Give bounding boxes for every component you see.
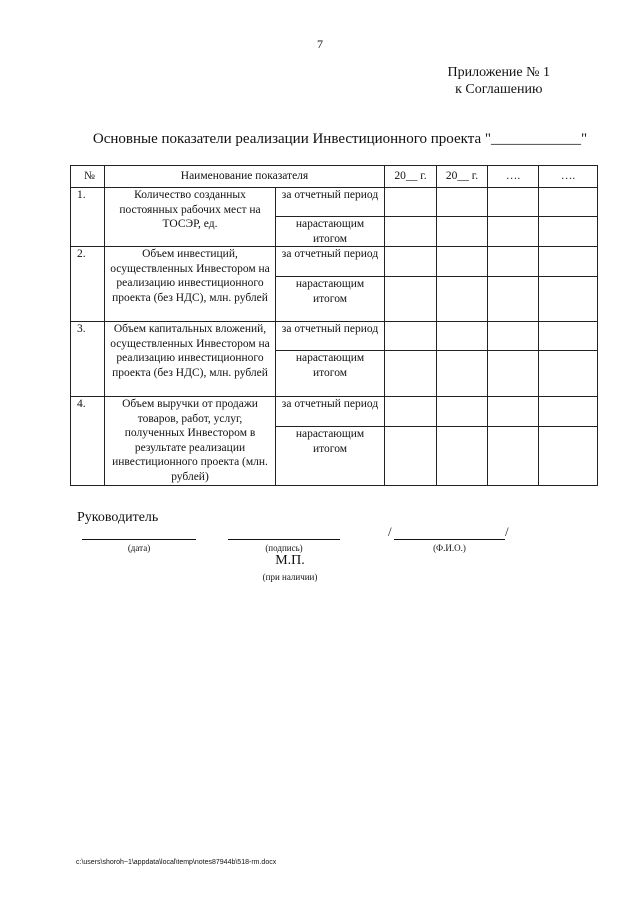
- header-more-1: ….: [488, 166, 539, 188]
- value-cell[interactable]: [488, 247, 539, 277]
- head-label: Руководитель: [77, 510, 159, 525]
- indicators-table: [70, 165, 598, 486]
- appendix-line-2: к Соглашению: [455, 82, 543, 97]
- indicator-name: Объем инвестиций, осуществленных Инвестором на реализацию инвестиционного проекта (без НДС), млн. рублей: [105, 247, 276, 322]
- value-cell[interactable]: [437, 277, 488, 322]
- date-line[interactable]: [82, 539, 196, 540]
- value-cell[interactable]: [488, 397, 539, 427]
- period-reporting: за отчетный период: [276, 397, 385, 427]
- value-cell[interactable]: [437, 397, 488, 427]
- period-cumulative: нарастающим итогом: [276, 351, 385, 397]
- value-cell[interactable]: [488, 217, 539, 247]
- value-cell[interactable]: [539, 277, 598, 322]
- value-cell[interactable]: [385, 427, 437, 486]
- signature-line[interactable]: [228, 539, 340, 540]
- stamp-note: (при наличии): [262, 572, 318, 582]
- document-title: Основные показатели реализации Инвестиционного проекта "____________": [92, 131, 588, 147]
- value-cell[interactable]: [539, 217, 598, 247]
- table-row: [71, 322, 598, 351]
- fio-line[interactable]: [394, 539, 505, 540]
- value-cell[interactable]: [385, 351, 437, 397]
- value-cell[interactable]: [385, 322, 437, 351]
- value-cell[interactable]: [539, 397, 598, 427]
- table-row: [71, 247, 598, 277]
- value-cell[interactable]: [539, 322, 598, 351]
- table-row: [71, 397, 598, 427]
- value-cell[interactable]: [539, 247, 598, 277]
- file-path-footer: c:\users\shoroh~1\appdata\local\temp\notes87944b\518-rm.docx: [76, 859, 277, 866]
- indicator-name: Объем выручки от продажи товаров, работ, услуг, полученных Инвестором в результате реализации инвестиционного проекта (млн. рублей): [105, 397, 276, 486]
- header-year-2: 20__ г.: [437, 166, 488, 188]
- indicator-name: Количество созданных постоянных рабочих мест на ТОСЭР, ед.: [105, 188, 276, 247]
- value-cell[interactable]: [539, 351, 598, 397]
- value-cell[interactable]: [488, 322, 539, 351]
- value-cell[interactable]: [437, 247, 488, 277]
- value-cell[interactable]: [539, 188, 598, 217]
- value-cell[interactable]: [437, 188, 488, 217]
- period-cumulative: нарастающим итогом: [276, 277, 385, 322]
- header-num: №: [71, 166, 105, 188]
- value-cell[interactable]: [385, 277, 437, 322]
- appendix-line-1: Приложение № 1: [447, 65, 550, 80]
- value-cell[interactable]: [488, 427, 539, 486]
- fio-caption: (Ф.И.О.): [433, 543, 466, 553]
- page-number: 7: [317, 37, 323, 51]
- period-reporting: за отчетный период: [276, 188, 385, 217]
- period-cumulative: нарастающим итогом: [276, 217, 385, 247]
- row-number: 2.: [71, 247, 105, 322]
- fio-slash-left: /: [388, 524, 392, 539]
- period-reporting: за отчетный период: [276, 247, 385, 277]
- value-cell[interactable]: [385, 247, 437, 277]
- value-cell[interactable]: [385, 397, 437, 427]
- stamp-label: М.П.: [275, 553, 305, 568]
- value-cell[interactable]: [385, 217, 437, 247]
- value-cell[interactable]: [437, 351, 488, 397]
- indicator-name: Объем капитальных вложений, осуществленных Инвестором на реализацию инвестиционного проекта (без НДС), млн. рублей: [105, 322, 276, 397]
- value-cell[interactable]: [385, 188, 437, 217]
- fio-slash-right: /: [505, 524, 509, 539]
- signature-caption: (подпись): [265, 543, 303, 553]
- value-cell[interactable]: [488, 188, 539, 217]
- value-cell[interactable]: [488, 351, 539, 397]
- table-row: [71, 188, 598, 217]
- row-number: 4.: [71, 397, 105, 486]
- row-number: 3.: [71, 322, 105, 397]
- date-caption: (дата): [127, 543, 151, 553]
- table-header-row: [71, 166, 598, 188]
- period-cumulative: нарастающим итогом: [276, 427, 385, 486]
- value-cell[interactable]: [437, 427, 488, 486]
- header-year-1: 20__ г.: [385, 166, 437, 188]
- value-cell[interactable]: [437, 322, 488, 351]
- header-more-2: ….: [539, 166, 598, 188]
- header-name: Наименование показателя: [105, 166, 385, 188]
- appendix-label: [448, 64, 551, 98]
- row-number: 1.: [71, 188, 105, 247]
- value-cell[interactable]: [437, 217, 488, 247]
- value-cell[interactable]: [539, 427, 598, 486]
- period-reporting: за отчетный период: [276, 322, 385, 351]
- value-cell[interactable]: [488, 277, 539, 322]
